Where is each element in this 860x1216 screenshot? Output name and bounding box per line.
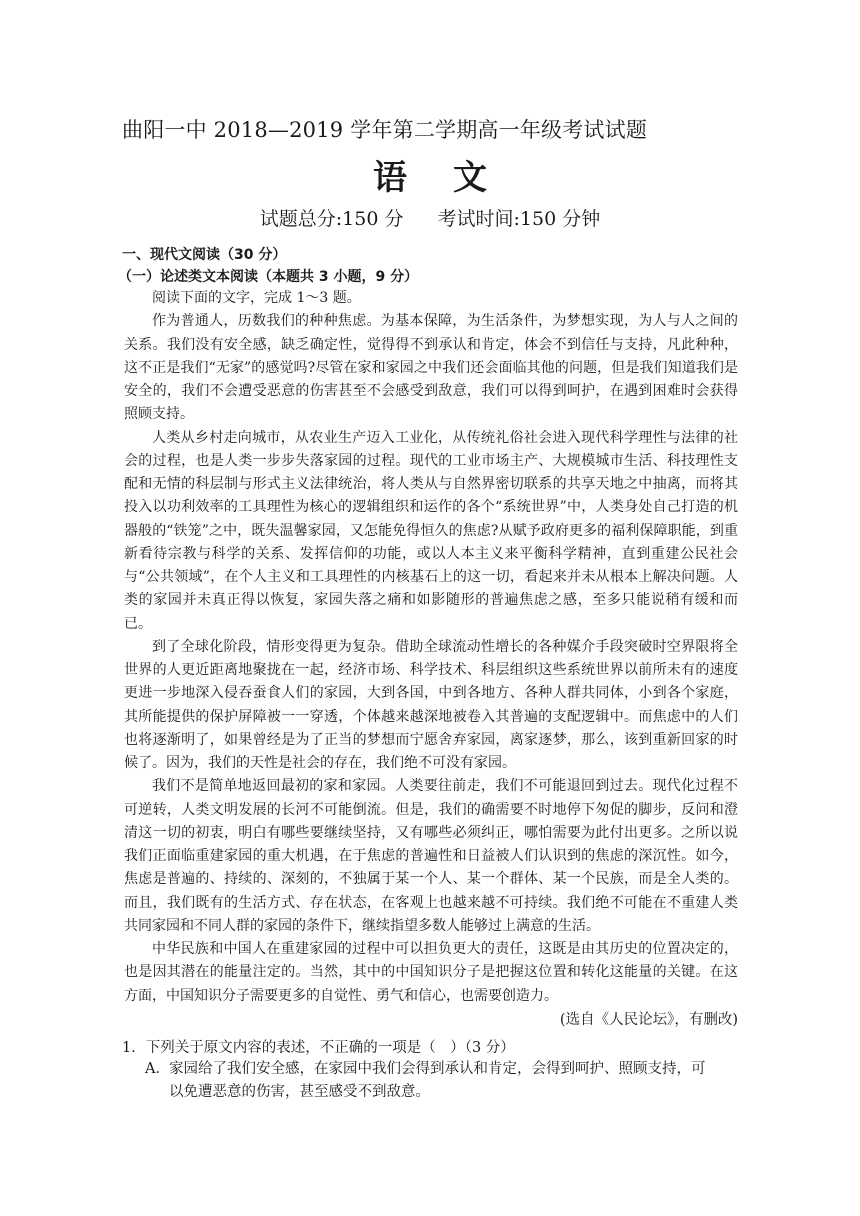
paragraph-3: 到了全球化阶段，情形变得更为复杂。借助全球流动性增长的各种媒介手段突破时空界限将全世界的人更近距离地聚拢在一起，经济市场、科学技术、科层组织这些系统世界以前所未有的速度更进一步地深入侵吞蚕食人们的家园，大到各国，中到各地方、各种人群共同体，小到各个家庭，其所能提供的保护屏障被一一穿透，个体越来越深地被卷入其普遍的支配逻辑中。而焦虑中的人们也将逐渐明了，如果曾经是为了正当的梦想而宁愿舍弃家园，离家逐梦，那么，该到重新回家的时候了。因为，我们的天性是社会的存在，我们绝不可没有家园。 [124, 638, 738, 771]
section-heading: 一、现代文阅读（30 分） [122, 247, 287, 263]
option-letter: A． [145, 1061, 170, 1077]
option-a-line-2: 以免遭恶意的伤害，甚至感受不到敌意。 [169, 1084, 430, 1100]
question-1-stem: 1．下列关于原文内容的表述，不正确的一项是（ ）（3 分） [122, 1040, 515, 1056]
exam-time: 考试时间:150 分钟 [437, 208, 601, 230]
subject-title: 语文 [373, 158, 533, 198]
paragraph-1: 作为普通人，历数我们的种种焦虑。为基本保障，为生活条件，为梦想实现，为人与人之间的关系。我们没有安全感，缺乏确定性，觉得得不到承认和肯定，体会不到信任与支持，凡此种种，这不正是我们“无家”的感觉吗?尽管在家和家园之中我们还会面临其他的问题，但是我们知道我们是安全的，我们不会遭受恶意的伤害甚至不会感受到敌意，我们可以得到呵护，在遇到困难时会获得照顾支持。 [124, 313, 738, 423]
school-exam-title: 曲阳一中 2018—2019 学年第二学期高一年级考试试题 [122, 118, 648, 142]
reading-passage [124, 287, 738, 1008]
paragraph-2: 人类从乡村走向城市，从农业生产迈入工业化，从传统礼俗社会进入现代科学理性与法律的社会的过程，也是人类一步步失落家园的过程。现代的工业市场主产、大规模城市生活、科技理性支配和无情的科层制与形式主义法律统治，将人类从与自然界密切联系的共享天地之中抽离，而将其投入以功利效率的工具理性为核心的逻辑组织和运作的各个“系统世界”中，人类身处自己打造的机器般的“铁笼”之中，既失温馨家园，又怎能免得恒久的焦虑?从赋予政府更多的福利保障职能，到重新看待宗教与科学的关系、发挥信仰的功能，或以人本主义来平衡科学精神，直到重建公民社会与“公共领域”，在个人主义和工具理性的内核基石上的这一切，看起来并未从根本上解决问题。人类的家园并未真正得以恢复，家园失落之痛和如影随形的普遍焦虑之感，至多只能说稍有缓和而已。 [124, 429, 738, 632]
question-1-option-a [145, 1058, 739, 1104]
option-a-line-1: 家园给了我们安全感，在家园中我们会得到承认和肯定，会得到呵护、照顾支持，可 [169, 1061, 706, 1077]
instruction: 阅读下面的文字，完成 1～3 题。 [152, 290, 361, 306]
paragraph-5: 中华民族和中国人在重建家园的过程中可以担负更大的责任，这既是由其历史的位置决定的，也是因其潜在的能量注定的。当然，其中的中国知识分子是把握这位置和转化这能量的关键。在这方面，中国知识分子需要更多的自觉性、勇气和信心，也需要创造力。 [124, 941, 738, 1004]
paragraph-4: 我们不是简单地返回最初的家和家园。人类要往前走，我们不可能退回到过去。现代化过程不可逆转，人类文明发展的长河不可能倒流。但是，我们的确需要不时地停下匆促的脚步，反问和澄清这一切的初衷，明白有哪些要继续坚持，又有哪些必须纠正，哪怕需要为此付出更多。之所以说我们正面临重建家园的重大机遇，在于焦虑的普遍性和日益被人们认识到的焦虑的深沉性。如今，焦虑是普遍的、持续的、深刻的，不独属于某一个人、某一个群体、某一个民族，而是全人类的。而且，我们既有的生活方式、存在状态，在客观上也越来越不可持续。我们绝不可能在不重建人类共同家园和不同人群的家园的条件下，继续指望多数人能够过上满意的生活。 [124, 778, 738, 934]
total-score: 试题总分:150 分 [259, 208, 404, 230]
subsection-heading: （一）论述类文本阅读（本题共 3 小题，9 分） [118, 269, 419, 285]
exam-info [0, 204, 860, 231]
passage-source: (选自《人民论坛》，有删改) [559, 1012, 738, 1028]
